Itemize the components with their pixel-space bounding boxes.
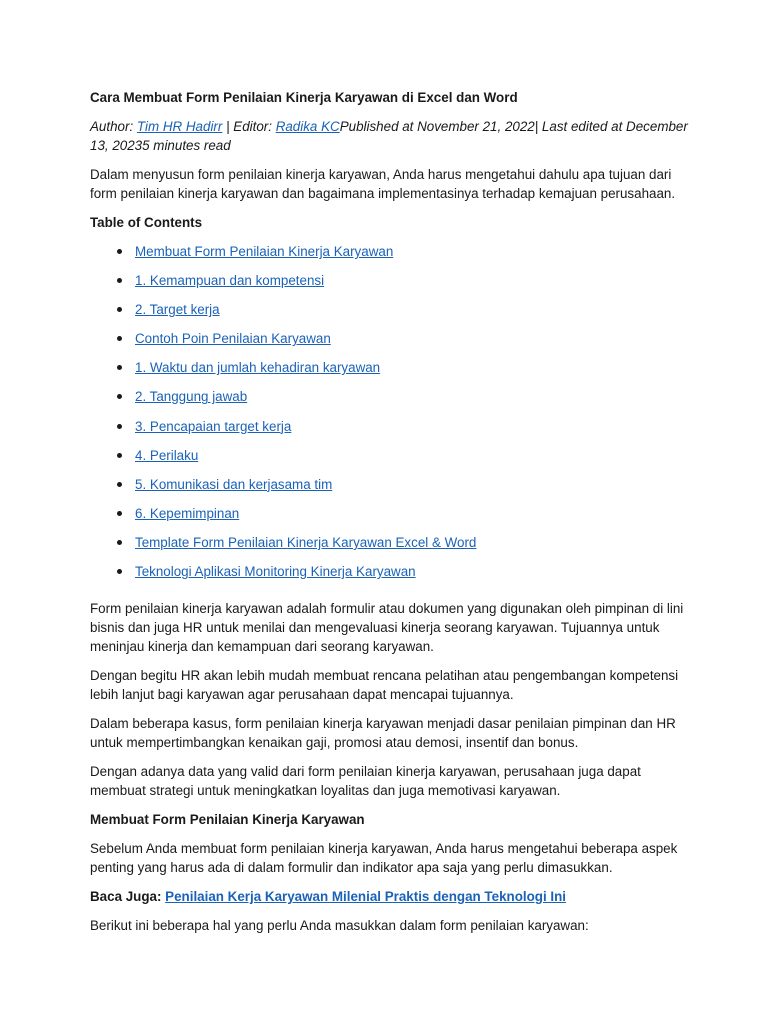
toc-link[interactable]: Template Form Penilaian Kinerja Karyawan Excel & Word bbox=[135, 534, 477, 550]
toc-link[interactable]: 2. Tanggung jawab bbox=[135, 389, 248, 405]
bullet-icon bbox=[117, 453, 122, 458]
toc-link[interactable]: Teknologi Aplikasi Monitoring Kinerja Karyawan bbox=[135, 564, 416, 580]
bullet-icon bbox=[117, 249, 122, 254]
toc-item bbox=[90, 358, 690, 387]
baca-juga-link[interactable]: Penilaian Kerja Karyawan Milenial Praktis dengan Teknologi Ini bbox=[165, 889, 567, 905]
closing-paragraph: Berikut ini beberapa hal yang perlu Anda masukkan dalam form penilaian karyawan: bbox=[90, 918, 589, 934]
section-paragraph: Sebelum Anda membuat form penilaian kinerja karyawan, Anda harus mengetahui beberapa aspek penting yang harus ada di dalam formulir dan indikator apa saja yang perlu dimasukkan. bbox=[90, 841, 678, 876]
bullet-icon bbox=[117, 278, 122, 283]
editor-label: | Editor: bbox=[222, 119, 276, 134]
toc-link[interactable]: 4. Perilaku bbox=[135, 447, 199, 463]
toc-heading: Table of Contents bbox=[90, 215, 203, 230]
body-paragraph: Form penilaian kinerja karyawan adalah formulir atau dokumen yang digunakan oleh pimpinan di lini bisnis dan juga HR untuk menilai dan mengevaluasi kinerja seorang karyawan. Tujuannya untuk meninjau kinerja dan kemampuan dari seorang karyawan. bbox=[90, 601, 684, 655]
baca-juga-label: Baca Juga: bbox=[90, 889, 166, 905]
toc-item bbox=[90, 504, 690, 533]
bullet-icon bbox=[117, 540, 122, 545]
toc-link[interactable]: 5. Komunikasi dan kerjasama tim bbox=[135, 476, 333, 492]
article-body bbox=[90, 88, 690, 945]
published-info: Published at November 21, 2022| Last edited at December 13, 20235 minutes read bbox=[90, 119, 688, 153]
toc-item bbox=[90, 417, 690, 446]
section-heading: Membuat Form Penilaian Kinerja Karyawan bbox=[90, 812, 365, 828]
toc-item bbox=[90, 271, 690, 300]
toc-item bbox=[90, 242, 690, 271]
toc-item bbox=[90, 562, 690, 591]
toc-link[interactable]: Contoh Poin Penilaian Karyawan bbox=[135, 331, 331, 347]
toc-link[interactable]: Membuat Form Penilaian Kinerja Karyawan bbox=[135, 244, 394, 259]
toc-item bbox=[90, 329, 690, 358]
bullet-icon bbox=[117, 569, 122, 574]
bullet-icon bbox=[117, 511, 122, 516]
intro-paragraph: Dalam menyusun form penilaian kinerja karyawan, Anda harus mengetahui dahulu apa tujuan dari form penilaian kinerja karyawan dan bagaimana implementasinya terhadap kemajuan perusahaan. bbox=[90, 167, 676, 201]
toc-item bbox=[90, 300, 690, 329]
table-of-contents bbox=[90, 242, 690, 591]
bullet-icon bbox=[117, 424, 122, 429]
bullet-icon bbox=[117, 482, 122, 487]
toc-link[interactable]: 1. Kemampuan dan kompetensi bbox=[135, 273, 325, 289]
toc-link[interactable]: 1. Waktu dan jumlah kehadiran karyawan bbox=[135, 360, 381, 376]
editor-link[interactable]: Radika KC bbox=[275, 119, 340, 134]
body-paragraph: Dalam beberapa kasus, form penilaian kinerja karyawan menjadi dasar penilaian pimpinan dan HR untuk mempertimbangkan kenaikan gaji, promosi atau demosi, insentif dan bonus. bbox=[90, 716, 676, 751]
toc-link[interactable]: 2. Target kerja bbox=[135, 302, 220, 318]
toc-item bbox=[90, 475, 690, 504]
toc-link[interactable]: 6. Kepemimpinan bbox=[135, 505, 240, 521]
bullet-icon bbox=[117, 365, 122, 370]
toc-item bbox=[90, 387, 690, 416]
author-label: Author: bbox=[90, 119, 137, 134]
toc-item bbox=[90, 446, 690, 475]
toc-item bbox=[90, 533, 690, 562]
body-paragraph: Dengan begitu HR akan lebih mudah membuat rencana pelatihan atau pengembangan kompetensi lebih lanjut bagi karyawan agar perusahaan dapat mencapai tujuannya. bbox=[90, 668, 679, 703]
article-title: Cara Membuat Form Penilaian Kinerja Karyawan di Excel dan Word bbox=[90, 90, 518, 105]
bullet-icon bbox=[117, 394, 122, 399]
article-meta bbox=[90, 117, 690, 155]
author-link[interactable]: Tim HR Hadirr bbox=[136, 119, 223, 134]
bullet-icon bbox=[117, 307, 122, 312]
body-paragraph: Dengan adanya data yang valid dari form penilaian kinerja karyawan, perusahaan juga dapat membuat strategi untuk meningkatkan loyalitas dan juga memotivasi karyawan. bbox=[90, 764, 641, 799]
toc-link[interactable]: 3. Pencapaian target kerja bbox=[135, 418, 292, 434]
baca-juga bbox=[90, 887, 690, 906]
bullet-icon bbox=[117, 336, 122, 341]
